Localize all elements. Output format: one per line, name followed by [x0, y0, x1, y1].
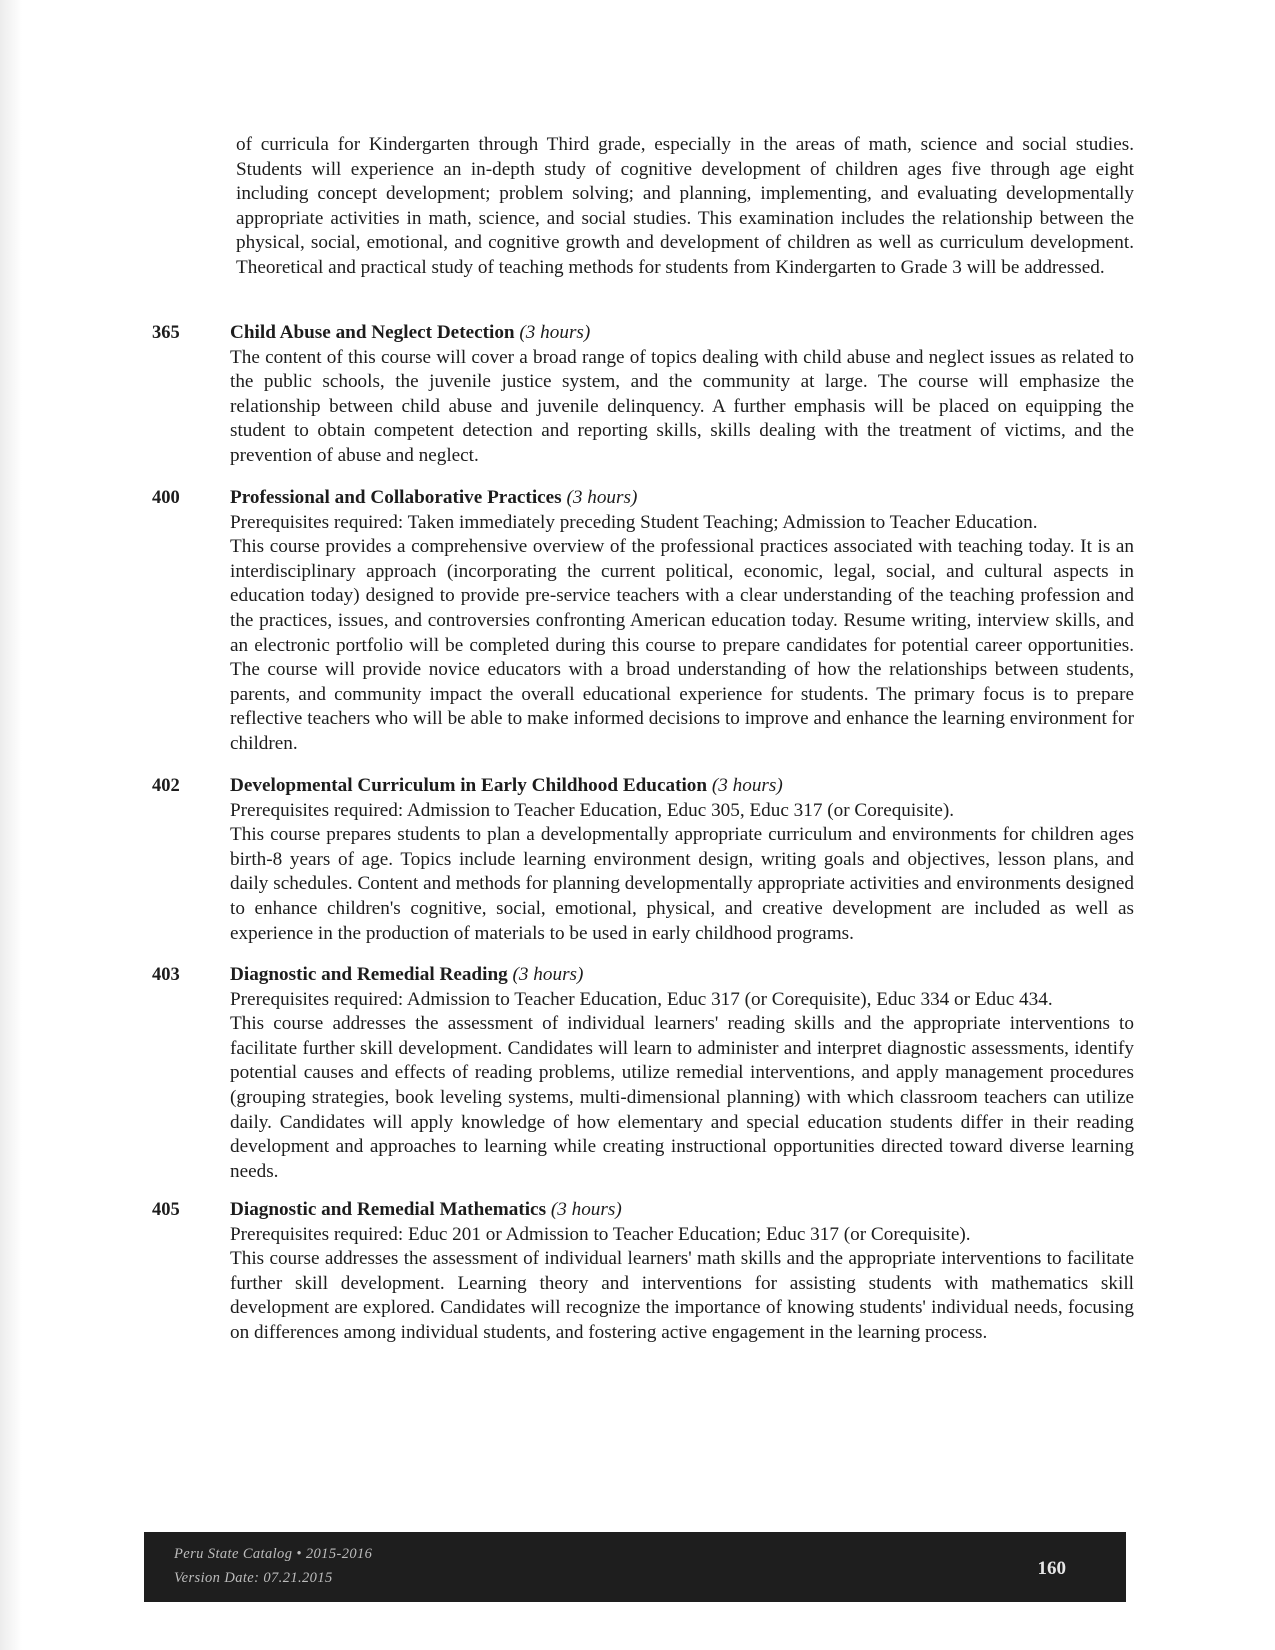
course-body — [230, 963, 1134, 1184]
course-heading — [230, 963, 1134, 988]
course-title: Child Abuse and Neglect Detection — [230, 322, 515, 343]
course-hours: (3 hours) — [512, 964, 584, 985]
page-footer — [144, 1532, 1126, 1602]
course-entry-405 — [152, 1198, 1134, 1346]
course-number: 402 — [152, 776, 180, 796]
footer-catalog-title: Peru State Catalog • 2015-2016 — [174, 1546, 373, 1562]
course-body — [230, 486, 1134, 757]
course-heading — [230, 486, 1134, 511]
course-hours: (3 hours) — [519, 322, 591, 343]
course-title: Diagnostic and Remedial Mathematics — [230, 1199, 547, 1220]
course-entry-403 — [152, 963, 1134, 1184]
course-hours: (3 hours) — [550, 1199, 622, 1220]
course-description: This course prepares students to plan a developmentally appropriate curriculum and environments for children ages birth-8 years of age. Topics include learning environment design, writing goals and objectives, lesson plans, and daily schedules. Content and methods for planning developmentally appropriate activities and environments designed to enhance children's cognitive, social, emotional, physical, and creative development are included as well as experience in the production of materials to be used in early childhood programs. — [230, 824, 1134, 944]
course-heading — [230, 321, 1134, 346]
course-body — [230, 1198, 1134, 1346]
course-number: 403 — [152, 965, 180, 985]
course-description: This course addresses the assessment of individual learners' reading skills and the appropriate interventions to facilitate further skill development. Candidates will learn to administer and interpret diagnostic assessments, identify potential causes and effects of reading problems, utilize remedial interventions, and apply management procedures (grouping strategies, book leveling systems, multi-dimensional planning) with which classroom teachers can utilize daily. Candidates will apply knowledge of how elementary and special education students differ in their reading development and approaches to learning while creating instructional opportunities directed toward diverse learning needs. — [230, 1013, 1134, 1182]
course-prerequisites: Prerequisites required: Taken immediately preceding Student Teaching; Admission to Teacher Education. — [230, 511, 1038, 533]
footer-version-date: Version Date: 07.21.2015 — [174, 1570, 333, 1586]
course-number: 365 — [152, 323, 180, 343]
course-description: This course addresses the assessment of individual learners' math skills and the appropriate interventions to facilitate further skill development. Learning theory and interventions for assisting students with mathematics skill development are explored. Candidates will recognize the importance of knowing students' individual needs, focusing on differences among individual students, and fostering active engagement in the learning process. — [230, 1248, 1134, 1343]
course-title: Professional and Collaborative Practices — [230, 487, 562, 508]
course-entry-365 — [152, 321, 1134, 469]
course-prerequisites: Prerequisites required: Educ 201 or Admission to Teacher Education; Educ 317 (or Corequisite). — [230, 1223, 971, 1245]
course-prerequisites: Prerequisites required: Admission to Teacher Education, Educ 317 (or Corequisite), Educ 334 or Educ 434. — [230, 988, 1053, 1010]
scan-edge-shadow — [0, 0, 22, 1650]
page-number: 160 — [1037, 1558, 1066, 1579]
course-number: 400 — [152, 488, 180, 508]
course-heading — [230, 774, 1134, 799]
course-entry-402 — [152, 774, 1134, 946]
course-hours: (3 hours) — [711, 775, 783, 796]
course-description: This course provides a comprehensive overview of the professional practices associated with teaching today. It is an interdisciplinary approach (incorporating the current political, economic, legal, social, and cultural aspects in education today) designed to provide pre-service teachers with a clear understanding of the teaching profession and the practices, issues, and controversies confronting American education today. Resume writing, interview skills, and an electronic portfolio will be completed during this course to prepare candidates for potential career opportunities. The course will provide novice educators with a broad understanding of how the relationships between students, parents, and community impact the overall educational experience for students. The primary focus is to prepare reflective teachers who will be able to make informed decisions to improve and enhance the learning environment for children. — [230, 536, 1134, 754]
course-entry-400 — [152, 486, 1134, 757]
course-title: Diagnostic and Remedial Reading — [230, 964, 508, 985]
course-hours: (3 hours) — [566, 487, 638, 508]
course-title: Developmental Curriculum in Early Childhood Education — [230, 775, 708, 796]
course-description: The content of this course will cover a broad range of topics dealing with child abuse and neglect issues as related to the public schools, the juvenile justice system, and the community at large. The course will emphasize the relationship between child abuse and juvenile delinquency. A further emphasis will be placed on equipping the student to obtain competent detection and reporting skills, skills dealing with the treatment of victims, and the prevention of abuse and neglect. — [230, 346, 1134, 466]
course-prerequisites: Prerequisites required: Admission to Teacher Education, Educ 305, Educ 317 (or Corequisite). — [230, 799, 955, 821]
intro-paragraph: of curricula for Kindergarten through Third grade, especially in the areas of math, science and social studies. Students will experience an in-depth study of cognitive development of children ages five through age eight including concept development; problem solving; and planning, implementing, and evaluating developmentally appropriate activities in math, science, and social studies. This examination includes the relationship between the physical, social, emotional, and cognitive growth and development of children as well as curriculum development. Theoretical and practical study of teaching methods for students from Kindergarten to Grade 3 will be addressed. — [236, 134, 1134, 278]
course-body — [230, 774, 1134, 946]
course-body — [230, 321, 1134, 469]
course-heading — [230, 1198, 1134, 1223]
course-number: 405 — [152, 1200, 180, 1220]
